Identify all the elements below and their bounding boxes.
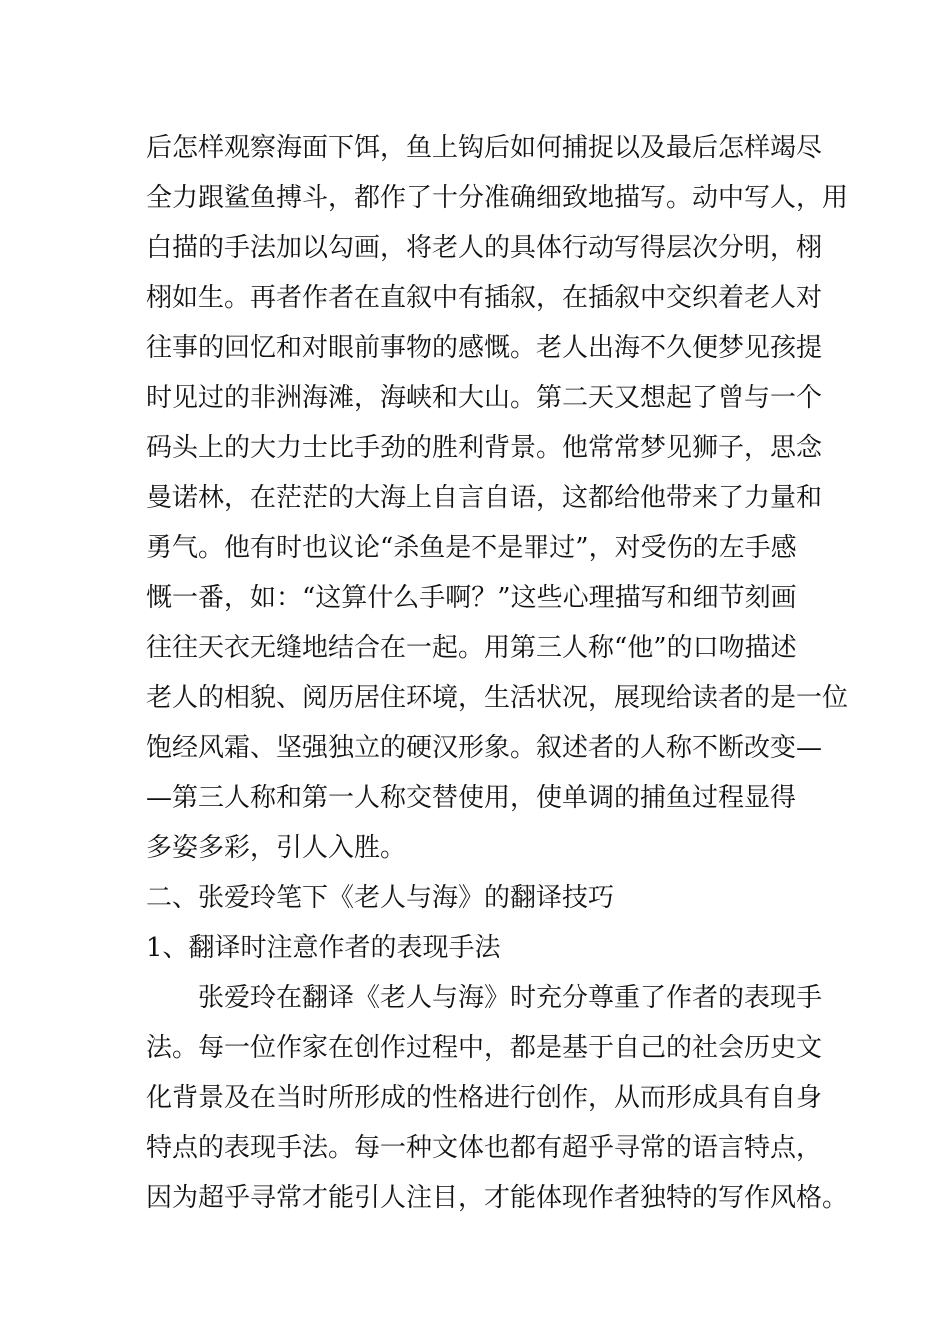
section-heading: 二、张爱玲笔下《老人与海》的翻译技巧 (146, 883, 615, 913)
text-line: 往往天衣无缝地结合在一起。用第三人称“他”的口吻描述 (146, 633, 797, 663)
text-line: 白描的手法加以勾画，将老人的具体行动写得层次分明，栩 (146, 233, 823, 263)
text-line: 全力跟鲨鱼搏斗，都作了十分准确细致地描写。动中写人，用 (146, 183, 849, 213)
text-line: 后怎样观察海面下饵，鱼上钩后如何捕捉以及最后怎样竭尽 (146, 133, 823, 163)
text-line: 法。每一位作家在创作过程中，都是基于自己的社会历史文 (146, 1033, 823, 1063)
text-line: 因为超乎寻常才能引人注目，才能体现作者独特的写作风格。 (146, 1183, 849, 1213)
text-line: 慨一番，如：“这算什么手啊？”这些心理描写和细节刻画 (146, 583, 797, 613)
text-line: 时见过的非洲海滩，海峡和大山。第二天又想起了曾与一个 (146, 383, 823, 413)
text-line: 老人的相貌、阅历居住环境，生活状况，展现给读者的是一位 (146, 683, 849, 713)
text-line: 特点的表现手法。每一种文体也都有超乎寻常的语言特点， (146, 1133, 823, 1163)
subsection-heading: 1、翻译时注意作者的表现手法 (146, 933, 501, 963)
text-line: —第三人称和第一人称交替使用，使单调的捕鱼过程显得 (146, 783, 797, 813)
text-line: 曼诺林，在茫茫的大海上自言自语，这都给他带来了力量和 (146, 483, 823, 513)
text-line: 往事的回忆和对眼前事物的感慨。老人出海不久便梦见孩提 (146, 333, 823, 363)
text-line: 多姿多彩，引人入胜。 (146, 833, 407, 863)
text-line: 勇气。他有时也议论“杀鱼是不是罪过”，对受伤的左手感 (146, 533, 797, 563)
text-line: 栩如生。再者作者在直叙中有插叙，在插叙中交织着老人对 (146, 283, 823, 313)
text-line-indented: 张爱玲在翻译《老人与海》时充分尊重了作者的表现手 (198, 983, 823, 1013)
text-line: 饱经风霜、坚强独立的硬汉形象。叙述者的人称不断改变— (146, 733, 823, 763)
text-line: 码头上的大力士比手劲的胜利背景。他常常梦见狮子，思念 (146, 433, 823, 463)
text-line: 化背景及在当时所形成的性格进行创作，从而形成具有自身 (146, 1083, 823, 1113)
